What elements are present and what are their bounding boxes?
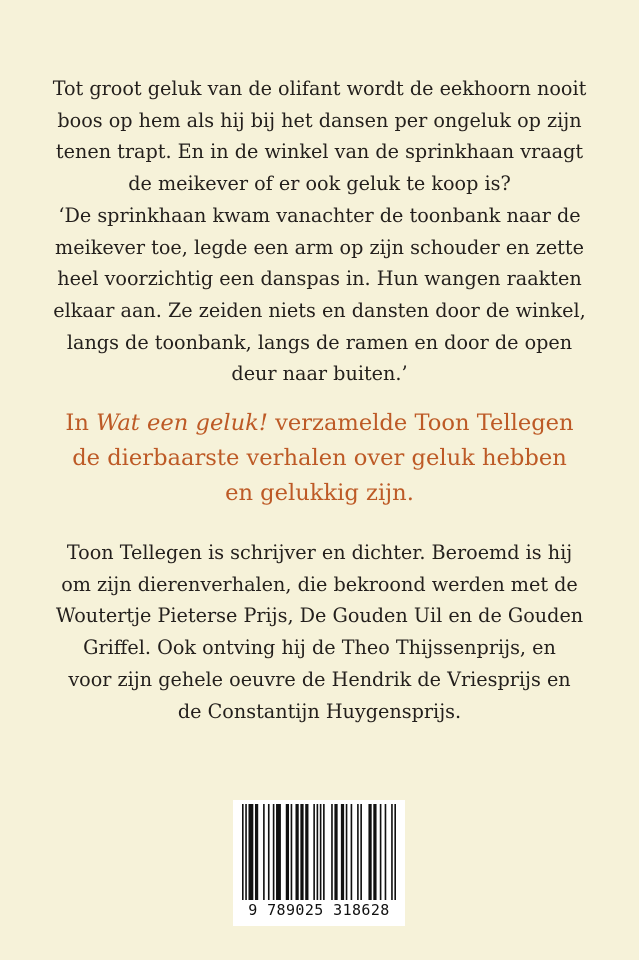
- blurb-line: Tot groot geluk van de olifant wordt de eekhoorn nooit: [52, 77, 587, 100]
- blurb-text: [0, 73, 639, 390]
- blurb-line: ‘De sprinkhaan kwam vanachter de toonbank naar de: [58, 203, 581, 227]
- barcode-bar: [331, 804, 333, 900]
- bio-line: voor zijn gehele oeuvre de Hendrik de Vriesprijs en: [68, 667, 571, 691]
- tagline-rest: verzamelde Toon Tellegen: [267, 410, 574, 436]
- barcode-bar: [394, 804, 396, 900]
- barcode-bar: [368, 804, 371, 900]
- barcode-bar: [317, 804, 319, 900]
- barcode-bar: [263, 804, 265, 900]
- blurb-line: meikever toe, legde een arm op zijn schouder en zette: [55, 235, 584, 259]
- blurb-line: heel voorzichtig een danspas in. Hun wangen raakten: [57, 267, 582, 291]
- blurb-line: de meikever of er ook geluk te koop is?: [128, 172, 511, 196]
- bio-line: Toon Tellegen is schrijver en dichter. Beroemd is hij: [66, 541, 573, 564]
- blurb-line: elkaar aan. Ze zeiden niets en dansten door de winkel,: [53, 298, 586, 322]
- blurb-line: tenen trapt. En in de winkel van de sprinkhaan vraagt: [55, 140, 584, 164]
- tagline: [0, 406, 639, 511]
- barcode-bar: [276, 804, 281, 900]
- barcode-bar: [323, 804, 325, 900]
- barcode-bar: [273, 804, 275, 900]
- isbn-number: 9 789025 318628: [248, 901, 390, 919]
- bio-line: Woutertje Pieterse Prijs, De Gouden Uil en de Gouden: [55, 604, 584, 628]
- barcode-bar: [385, 804, 387, 900]
- barcode-bar: [245, 804, 247, 900]
- barcode-bars: [242, 804, 396, 900]
- barcode-bar: [320, 804, 322, 900]
- blurb-line: langs de toonbank, langs de ramen en door de open: [66, 330, 573, 354]
- bio-line: om zijn dierenverhalen, die bekroond werden met de: [61, 572, 578, 596]
- blurb-line: deur naar buiten.’: [231, 362, 408, 386]
- author-bio: [0, 537, 639, 727]
- book-title: Wat een geluk!: [96, 410, 268, 436]
- barcode-bar: [334, 804, 337, 900]
- barcode-bar: [341, 804, 344, 900]
- barcode-bar: [286, 804, 289, 900]
- barcode-bar: [305, 804, 308, 900]
- barcode-bar: [291, 804, 293, 900]
- barcode-bar: [360, 804, 362, 900]
- barcode-bar: [313, 804, 315, 900]
- barcode-bar: [255, 804, 258, 900]
- barcode-bar: [391, 804, 393, 900]
- tagline-line-1: [0, 406, 639, 441]
- isbn-barcode: [233, 800, 405, 926]
- bio-line: de Constantijn Huygensprijs.: [177, 699, 462, 723]
- tagline-line-2: de dierbaarste verhalen over geluk hebben: [72, 445, 567, 471]
- barcode-bar: [380, 804, 382, 900]
- barcode-bar: [357, 804, 359, 900]
- barcode-bar: [248, 804, 253, 900]
- bio-line: Griffel. Ook ontving hij de Theo Thijssenprijs, en: [83, 636, 556, 660]
- tagline-prefix: In: [65, 410, 97, 436]
- barcode-bar: [268, 804, 270, 900]
- barcode-bar: [351, 804, 353, 900]
- barcode-bar: [346, 804, 348, 900]
- barcode-bar: [300, 804, 303, 900]
- barcode-bar: [242, 804, 244, 900]
- barcode-bar: [373, 804, 376, 900]
- barcode-bar: [295, 804, 298, 900]
- tagline-line-3: en gelukkig zijn.: [225, 480, 414, 506]
- blurb-line: boos op hem als hij bij het dansen per ongeluk op zijn: [57, 108, 582, 132]
